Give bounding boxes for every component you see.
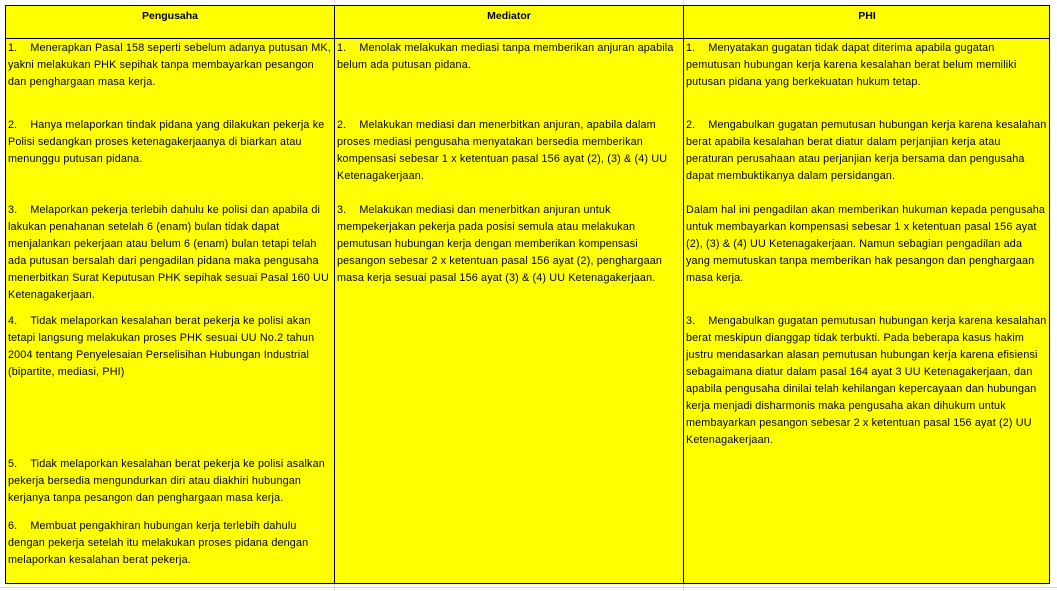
item-number: 1. <box>337 42 347 54</box>
pengusaha-item-3[interactable] <box>8 202 332 305</box>
mediator-item-1[interactable] <box>337 40 681 76</box>
column-divider <box>334 6 335 583</box>
item-text: Mengabulkan gugatan pemutusan hubungan kerja karena kesalahan berat meskipun dianggap tidak terbukti. Pada beberapa kasus hakim justru mendasarkan alasan pemutusan hubungan kerja karena efisiensi sebagaimana diatur dalam pasal 164 ayat 3 UU Ketenagakerjaan, dan apabila pengusaha dinilai telah kehilangan kepercayaan dan hubungan kerja menjadi disharmonis maka pengusaha akan dihukum untuk membayarkan pesangon sebesar 2 x ketentuan pasal 156 ayat (2) UU Ketenagakerjaan. <box>686 315 1047 446</box>
item-number: 3. <box>8 204 18 216</box>
pengusaha-item-1[interactable] <box>8 40 332 92</box>
item-text: Menolak melakukan mediasi tanpa memberikan anjuran apabila belum ada putusan pidana. <box>337 42 674 71</box>
item-number: 3. <box>337 204 347 216</box>
header-phi[interactable]: PHI <box>858 10 876 22</box>
item-number: 1. <box>686 42 696 54</box>
header-mediator[interactable]: Mediator <box>487 10 531 22</box>
item-text: Hanya melaporkan tindak pidana yang dilakukan pekerja ke Polisi sedangkan proses ketenagakerjaanya di biarkan atau menunggu putusan pidana. <box>8 119 325 165</box>
pengusaha-item-2[interactable] <box>8 117 332 169</box>
column-divider <box>683 6 684 583</box>
pengusaha-item-6[interactable] <box>8 518 332 570</box>
pengusaha-item-5[interactable] <box>8 456 332 516</box>
item-text: Dalam hal ini pengadilan akan memberikan hukuman kepada pengusaha untuk membayarkan kompensasi sebesar 1 x ketentuan pasal 156 ayat (2), (3) & (4) UU Ketenagakerjaan. Namun sebagian pengadilan ada yang memutuskan tanpa memberikan hak pesangon dan penghargaan masa kerja. <box>686 204 1046 284</box>
header-divider <box>6 38 1049 39</box>
item-text: Mengabulkan gugatan pemutusan hubungan kerja karena kesalahan berat apabila kesalahan berat diatur dalam perjanjian kerja atau peraturan perusahaan atau perjanjian kerja bersama dan pengusaha dapat membuktikanya dalam persidangan. <box>686 119 1047 182</box>
phi-item-3[interactable] <box>686 313 1048 453</box>
item-number: 4. <box>8 315 18 327</box>
item-text: Tidak melaporkan kesalahan berat pekerja ke polisi akan tetapi langsung melakukan proses PHK sesuai UU No.2 tahun 2004 tentang Penyelesaian Perselisihan Hubungan Industrial (bipartite, mediasi, PHI) <box>8 315 315 378</box>
gridline <box>0 587 1057 588</box>
header-pengusaha[interactable]: Pengusaha <box>141 10 199 22</box>
item-text: Melaporkan pekerja terlebih dahulu ke polisi dan apabila di lakukan penahanan setelah 6 (enam) bulan tidak dapat menjalankan pekerjaan atau belum 6 (enam) bulan tetapi telah ada putusan bersalah dari pengadilan pidana maka pengusaha menerbitkan Surat Keputusan PHK sepihak sesuai Pasal 160 UU Ketenagakerjaan. <box>8 204 329 301</box>
phi-note[interactable] <box>686 202 1048 288</box>
mediator-item-3[interactable] <box>337 202 681 306</box>
item-number: 3. <box>686 315 696 327</box>
item-number: 5. <box>8 458 18 470</box>
mediator-item-2[interactable] <box>337 117 681 187</box>
phi-item-2[interactable] <box>686 117 1048 203</box>
item-text: Melakukan mediasi dan menerbitkan anjuran, apabila dalam proses mediasi pengusaha menyatakan bersedia memberikan kompensasi sebesar 1 x ketentuan pasal 156 ayat (2), (3) & (4) UU Ketenagakerjaan. <box>337 119 668 182</box>
item-text: Menerapkan Pasal 158 seperti sebelum adanya putusan MK, yakni melakukan PHK sepihak tanpa membayarkan pesangon dan penghargaan masa kerja. <box>8 42 331 88</box>
item-text: Tidak melaporkan kesalahan berat pekerja ke polisi asalkan pekerja bersedia mengundurkan diri atau diakhiri hubungan kerjanya tanpa pesangon dan penghargaan masa kerja. <box>8 458 325 504</box>
item-text: Melakukan mediasi dan menerbitkan anjuran untuk mempekerjakan pekerja pada posisi semula atau melakukan pemutusan hubungan kerja dengan memberikan kompensasi pesangon sebesar 2 x ketentuan pasal 156 ayat (2), penghargaan masa kerja sesuai pasal 156 ayat (3) & (4) UU Ketenagakerjaan. <box>337 204 663 284</box>
phi-item-1[interactable] <box>686 40 1048 92</box>
item-text: Membuat pengakhiran hubungan kerja terlebih dahulu dengan pekerja setelah itu melakukan proses pidana dengan melaporkan kesalahan berat pekerja. <box>8 520 309 566</box>
comparison-table <box>5 5 1050 584</box>
item-number: 2. <box>337 119 347 131</box>
item-number: 2. <box>8 119 18 131</box>
item-text: Menyatakan gugatan tidak dapat diterima apabila gugatan pemutusan hubungan kerja karena kesalahan berat belum memiliki putusan pidana yang berkekuatan hukum tetap. <box>686 42 1017 88</box>
item-number: 1. <box>8 42 18 54</box>
item-number: 2. <box>686 119 696 131</box>
pengusaha-item-4[interactable] <box>8 313 332 383</box>
item-number: 6. <box>8 520 18 532</box>
